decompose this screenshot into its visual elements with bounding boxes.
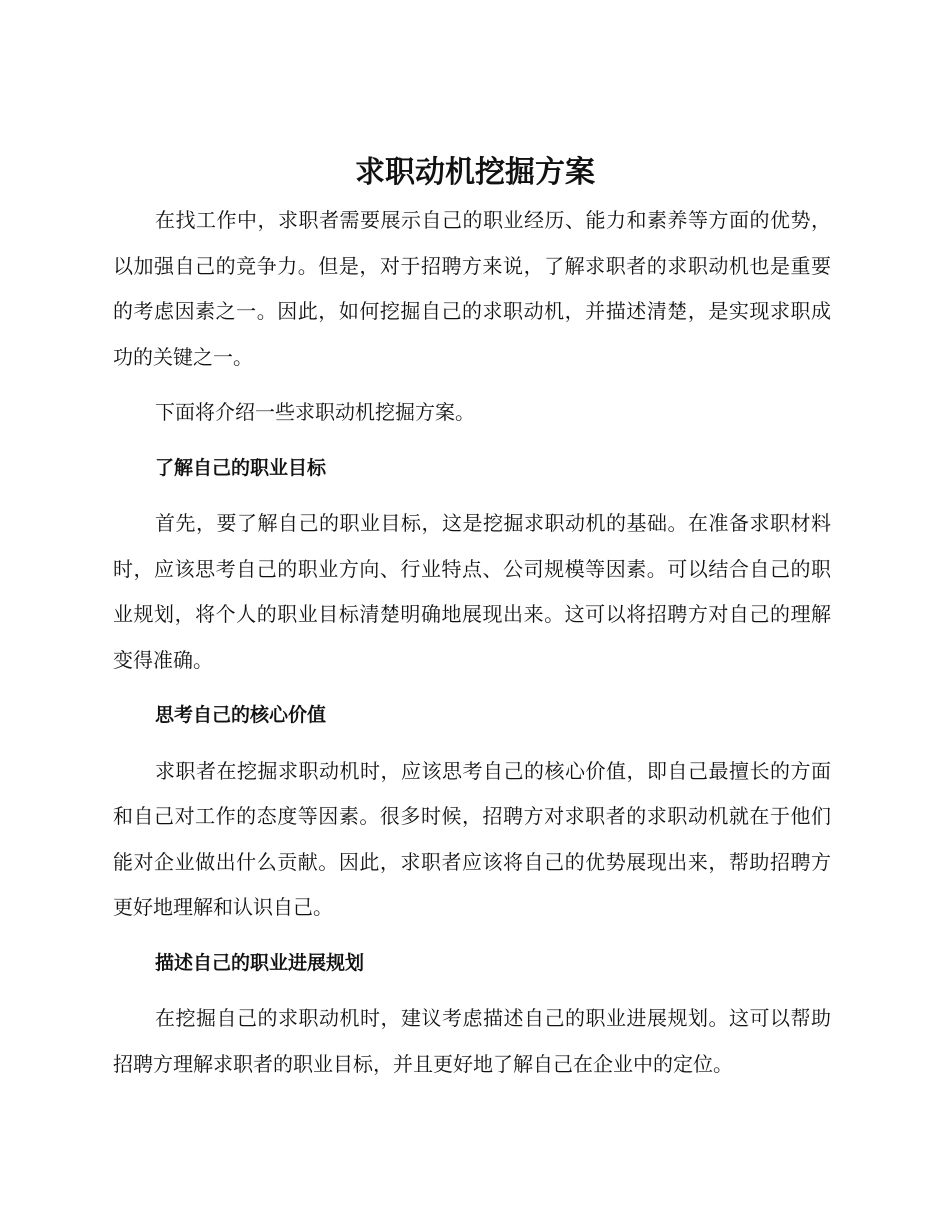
- section-paragraph: 求职者在挖掘求职动机时，应该思考自己的核心价值，即自己最擅长的方面和自己对工作的态度等因素。很多时候，招聘方对求职者的求职动机就在于他们能对企业做出什么贡献。因此，求职者应该将自己的优势展现出来，帮助招聘方更好地理解和认识自己。: [113, 758, 831, 919]
- section-heading: 思考自己的核心价值: [155, 704, 327, 726]
- intro-paragraph: 在找工作中，求职者需要展示自己的职业经历、能力和素养等方面的优势，以加强自己的竞争力。但是，对于招聘方来说，了解求职者的求职动机也是重要的考虑因素之一。因此，如何挖掘自己的求职动机，并描述清楚，是实现求职成功的关键之一。: [113, 208, 831, 369]
- section-paragraph: 在挖掘自己的求职动机时，建议考虑描述自己的职业进展规划。这可以帮助招聘方理解求职者的职业目标，并且更好地了解自己在企业中的定位。: [113, 1006, 831, 1076]
- section-career-goal: [113, 446, 831, 684]
- section-career-plan: [113, 941, 831, 1088]
- section-heading: 了解自己的职业目标: [155, 456, 327, 479]
- lead-paragraph: 下面将介绍一些求职动机挖掘方案。: [155, 400, 475, 424]
- document-body: [113, 198, 831, 1087]
- section-paragraph: 首先，要了解自己的职业目标，这是挖掘求职动机的基础。在准备求职材料时，应该思考自己的职业方向、行业特点、公司规模等因素。可以结合自己的职业规划，将个人的职业目标清楚明确地展现出来。这可以将招聘方对自己的理解变得准确。: [113, 511, 831, 672]
- document-title: 求职动机挖掘方案: [355, 155, 595, 190]
- section-heading: 描述自己的职业进展规划: [155, 951, 365, 974]
- section-core-value: [113, 693, 831, 931]
